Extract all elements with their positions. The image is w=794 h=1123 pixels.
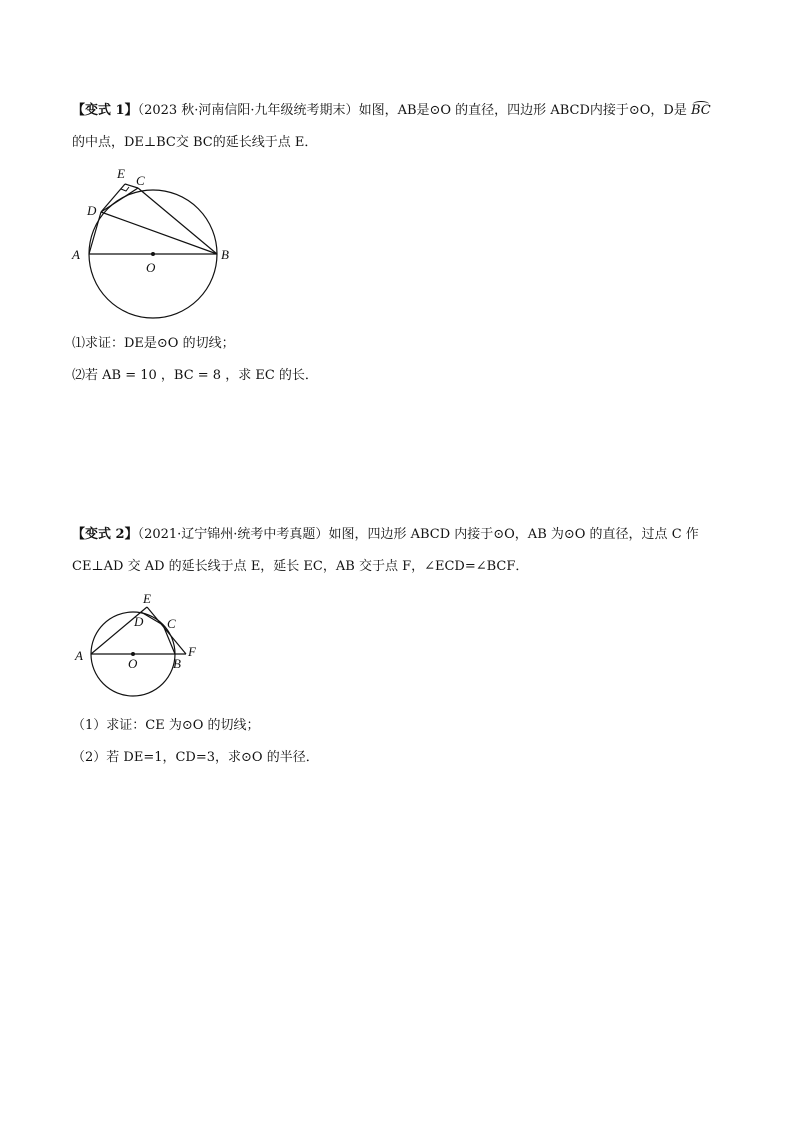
arc-mark	[693, 101, 709, 107]
p1-segment-CB	[138, 188, 217, 254]
p1-label-E: E	[117, 166, 125, 181]
p2-label-E: E	[143, 591, 151, 606]
p1-label-B: B	[221, 247, 229, 262]
problem1-statement-line2: 的中点，DE⊥BC交 BC的延长线于点 E．	[72, 135, 318, 150]
p1-segment-AD	[89, 212, 101, 254]
p2-label-A: A	[75, 648, 83, 663]
p2-label-C: C	[167, 616, 176, 631]
p1-center-dot	[151, 252, 155, 256]
problem1-line1	[72, 102, 711, 120]
problem2-tag: 【变式 2】	[72, 527, 138, 542]
problem2-source: （2021·辽宁锦州·统考中考真题）	[137, 527, 329, 542]
problem2-figure	[65, 590, 215, 700]
problem2-statement-line2: CE⊥AD 交 AD 的延长线于点 E，延长 EC，AB 交于点 F，∠ECD=∠BCF．	[72, 559, 529, 574]
problem1-figure	[60, 158, 250, 328]
problem1-arc-label: BC	[691, 103, 711, 118]
p1-label-O: O	[146, 260, 156, 275]
problem2-statement-line1: 如图，四边形 ABCD 内接于⊙O，AB 为⊙O 的直径，过点 C 作	[328, 527, 699, 542]
problem1-source: （2023 秋·河南信阳·九年级统考期末）	[137, 103, 359, 118]
problem1-question1: ⑴求证：DE是⊙O 的切线；	[72, 336, 235, 351]
problem2-line1	[72, 526, 699, 544]
p2-label-F: F	[188, 644, 196, 659]
problem2-question2: （2）若 DE=1，CD=3，求⊙O 的半径．	[72, 750, 319, 765]
problem1-question2: ⑵若 AB = 10 ，BC = 8 ，求 EC 的长．	[72, 368, 318, 383]
p2-label-O: O	[128, 656, 138, 671]
problem1-tag: 【变式 1】	[72, 103, 138, 118]
p2-label-D: D	[134, 614, 144, 629]
p1-label-C: C	[136, 173, 145, 188]
p1-label-D: D	[87, 203, 97, 218]
p2-label-B: B	[173, 656, 181, 671]
p1-segment-DC	[101, 188, 138, 212]
problem1-arc	[691, 103, 711, 118]
p1-segment-DB	[101, 212, 217, 254]
p1-label-A: A	[72, 247, 80, 262]
problem1-statement-line1: 如图，AB是⊙O 的直径，四边形 ABCD内接于⊙O，D是	[358, 103, 687, 118]
problem2-question1: （1）求证：CE 为⊙O 的切线；	[72, 718, 260, 733]
